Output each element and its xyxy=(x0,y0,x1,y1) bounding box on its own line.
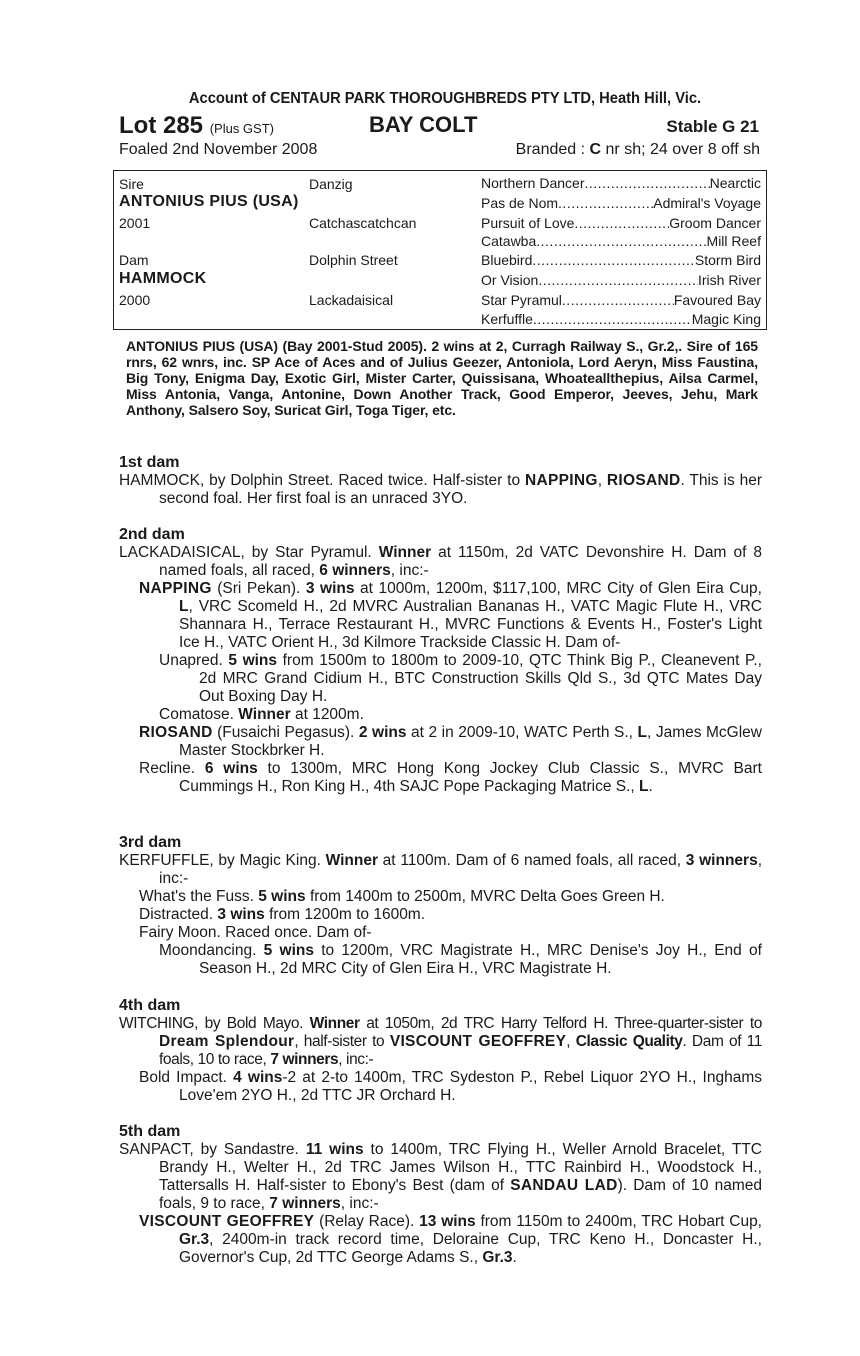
progeny-entry: Recline. 6 wins to 1300m, MRC Hong Kong Jockey Club Classic S., MVRC Bart Cummings H., Ron King H., 4th SAJC Pope Packaging Matrice S., L. xyxy=(139,760,762,795)
sire-dam: Catchascatchcan xyxy=(309,215,417,231)
progeny-entry: Bold Impact. 4 wins-2 at 2-to 1400m, TRC Sydeston P., Rebel Liquor 2YO H., Inghams Love'em 2YO H., 2d TTC JR Orchard H. xyxy=(139,1069,762,1104)
ancestor-row xyxy=(481,271,761,290)
gst-note: (Plus GST) xyxy=(209,121,274,136)
branded-info xyxy=(516,141,760,159)
ancestor-name: Star Pyramul xyxy=(481,292,562,308)
ancestor-row xyxy=(481,214,761,233)
progeny-entry: Fairy Moon. Raced once. Dam of- xyxy=(139,924,372,941)
ancestor-name: Bluebird xyxy=(481,252,533,268)
account-line: Account of CENTAUR PARK THOROUGHBREDS PTY LTD, Heath Hill, Vic. xyxy=(188,90,702,107)
pedigree-table xyxy=(113,170,767,330)
lot-title: BAY COLT xyxy=(369,112,478,137)
section-heading: 2nd dam xyxy=(119,526,185,543)
stable-number: Stable G 21 xyxy=(666,117,759,136)
section-heading: 3rd dam xyxy=(119,834,182,851)
dam-paragraph: HAMMOCK, by Dolphin Street. Raced twice. Half-sister to NAPPING, RIOSAND. This is her second foal. Her first foal is an unraced 3YO. xyxy=(119,472,762,507)
section-heading: 4th dam xyxy=(119,997,181,1014)
lot-number xyxy=(119,112,274,140)
second-dam-section xyxy=(119,526,762,796)
ancestor-row xyxy=(481,251,761,270)
lot-label: Lot 285 xyxy=(119,112,204,139)
ancestor-row xyxy=(481,310,761,329)
ancestor-name: Pursuit of Love xyxy=(481,215,575,231)
fourth-dam-section xyxy=(119,997,762,1105)
progeny-entry: Unapred. 5 wins from 1500m to 1800m to 2009-10, QTC Think Big P., Cleanevent P., 2d MRC Grand Cidium H., BTC Construction Skills Qld S., 3d QTC Mates Day Out Boxing Day H. xyxy=(159,652,762,705)
dam-name: HAMMOCK xyxy=(119,270,207,287)
ancestor-sire: Magic King xyxy=(691,311,761,327)
dam-sire: Dolphin Street xyxy=(309,252,398,268)
dam-dam: Lackadaisical xyxy=(309,292,394,308)
section-heading: 5th dam xyxy=(119,1123,181,1140)
ancestor-sire: Admiral's Voyage xyxy=(653,195,761,211)
first-dam-section xyxy=(119,454,762,508)
ancestor-sire: Mill Reef xyxy=(706,233,761,249)
brand-mark: C xyxy=(589,141,602,158)
sire-sire: Danzig xyxy=(309,176,353,192)
sire-note: ANTONIUS PIUS (USA) (Bay 2001-Stud 2005). 2 wins at 2, Curragh Railway S., Gr.2,. Sire of 165 rnrs, 62 wnrs, inc. SP Ace of Aces and of Julius Geezer, Antoniola, Lord Aeryn, Miss Faustina, Big Tony, Enigma Day, Exotic Girl, Mister Carter, Quissisana, Whoateallthepius, Ailsa Carmel, Miss Antonia, Vanga, Antonine, Down Another Track, Good Emperor, Jeeves, Jehu, Mark Anthony, Salsero Soy, Suricat Girl, Toga Tiger, etc. xyxy=(126,338,758,418)
ancestor-sire: Irish River xyxy=(697,272,761,288)
dam-paragraph: KERFUFFLE, by Magic King. Winner at 1100m. Dam of 6 named foals, all raced, 3 winners, inc:- xyxy=(119,852,763,887)
progeny-entry: What's the Fuss. 5 wins from 1400m to 2500m, MVRC Delta Goes Green H. xyxy=(139,888,665,905)
third-dam-section xyxy=(119,834,762,978)
fifth-dam-section xyxy=(119,1123,762,1267)
progeny-entry: Comatose. Winner at 1200m. xyxy=(159,706,364,723)
progeny-entry: RIOSAND (Fusaichi Pegasus). 2 wins at 2 in 2009-10, WATC Perth S., L, James McGlew Master Stockbrker H. xyxy=(139,724,762,759)
section-heading: 1st dam xyxy=(119,454,180,471)
ancestor-name: Catawba xyxy=(481,233,537,249)
ancestor-sire: Storm Bird xyxy=(694,252,761,268)
progeny-entry: Distracted. 3 wins from 1200m to 1600m. xyxy=(139,906,426,923)
ancestor-name: Northern Dancer xyxy=(481,175,585,191)
ancestor-name: Or Vision xyxy=(481,272,539,288)
dam-paragraph: WITCHING, by Bold Mayo. Winner at 1050m, 2d TRC Harry Telford H. Three-quarter-sister to Dream Splendour, half-sister to VISCOUNT GEOFFREY, Classic Quality. Dam of 11 foals, 10 to race, 7 winners, inc:- xyxy=(119,1015,763,1068)
dam-paragraph: LACKADAISICAL, by Star Pyramul. Winner at 1150m, 2d VATC Devonshire H. Dam of 8 named foals, all raced, 6 winners, inc:- xyxy=(119,544,763,579)
progeny-entry: Moondancing. 5 wins to 1200m, VRC Magistrate H., MRC Denise's Joy H., End of Season H., 2d MRC City of Glen Eira H., VRC Magistrate H. xyxy=(159,942,762,977)
ancestor-row xyxy=(481,232,761,251)
dam-paragraph: SANPACT, by Sandastre. 11 wins to 1400m, TRC Flying H., Weller Arnold Bracelet, TTC Brandy H., Welter H., 2d TRC James Wilson H., TTC Rainbird H., Woodstock H., Tattersalls H. Half-sister to Ebony's Best (dam of SANDAU LAD). Dam of 10 named foals, 9 to race, 7 winners, inc:- xyxy=(119,1141,763,1212)
branded-rest: nr sh; 24 over 8 off sh xyxy=(605,141,760,158)
dam-year: 2000 xyxy=(119,292,151,308)
foaled-row xyxy=(119,141,760,159)
ancestor-sire: Nearctic xyxy=(709,175,761,191)
progeny-entry: NAPPING (Sri Pekan). 3 wins at 1000m, 1200m, $117,100, MRC City of Glen Eira Cup, L, VRC Scomeld H., 2d MVRC Australian Bananas H., VATC Magic Flute H., VRC Shannara H., Terrace Restaurant H., MVRC Functions & Events H., Foster's Light Ice H., VATC Orient H., 3d Kilmore Trackside Classic H. Dam of- xyxy=(139,580,762,651)
ancestor-row xyxy=(481,194,761,213)
sire-year: 2001 xyxy=(119,215,151,231)
ancestor-name: Pas de Nom xyxy=(481,195,559,211)
ancestor-row xyxy=(481,174,761,193)
ancestor-sire: Favoured Bay xyxy=(673,292,761,308)
sire-label: Sire xyxy=(119,176,144,192)
progeny-entry: VISCOUNT GEOFFREY (Relay Race). 13 wins from 1150m to 2400m, TRC Hobart Cup, Gr.3, 2400m-in track record time, Deloraine Cup, TRC Keno H., Doncaster H., Governor's Cup, 2d TTC George Adams S., Gr.3. xyxy=(139,1213,762,1266)
foaled-date: Foaled 2nd November 2008 xyxy=(119,141,318,158)
lot-row xyxy=(119,112,759,140)
branded-label: Branded : xyxy=(515,141,586,158)
ancestor-name: Kerfuffle xyxy=(481,311,533,327)
ancestor-row xyxy=(481,291,761,310)
sire-name: ANTONIUS PIUS (USA) xyxy=(119,193,299,210)
ancestor-sire: Groom Dancer xyxy=(669,215,761,231)
dam-label: Dam xyxy=(119,252,149,268)
